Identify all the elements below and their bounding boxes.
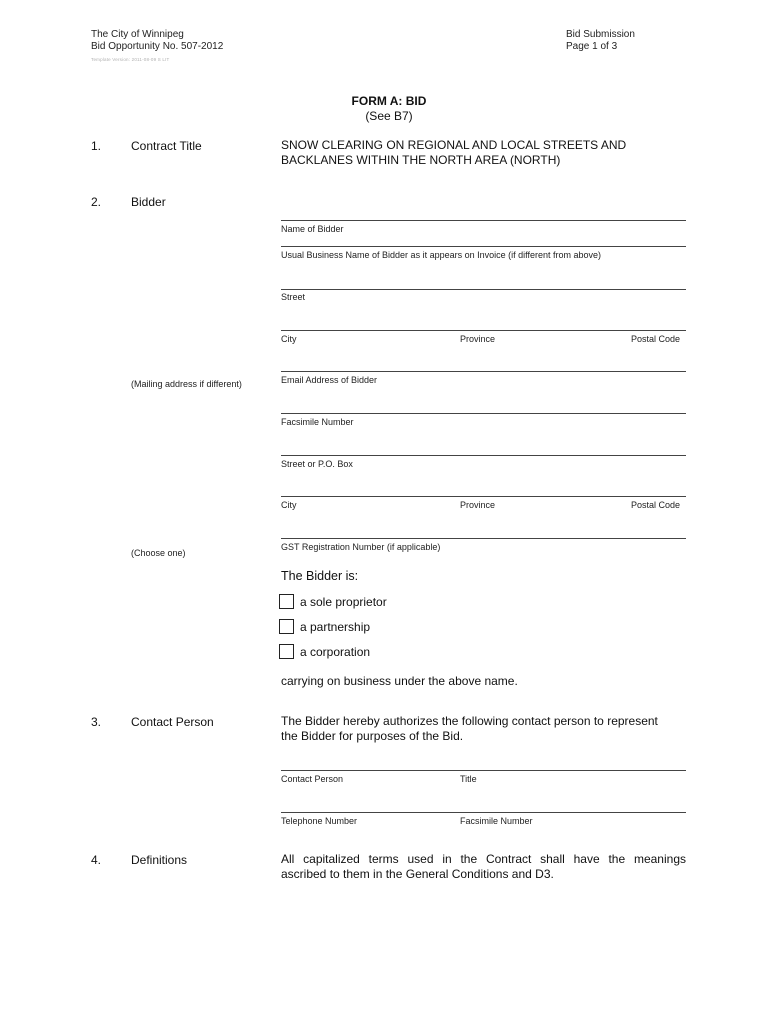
section-2-label: Bidder xyxy=(131,195,166,209)
name-of-bidder-caption: Name of Bidder xyxy=(281,224,344,234)
usual-business-name-line[interactable] xyxy=(281,246,686,247)
usual-business-name-caption: Usual Business Name of Bidder as it appears on Invoice (if different from above) xyxy=(281,250,601,260)
sole-proprietor-label: a sole proprietor xyxy=(300,594,387,609)
section-1-number: 1. xyxy=(91,139,102,153)
contract-title-line-2: BACKLANES WITHIN THE NORTH AREA (NORTH) xyxy=(281,153,561,167)
city-province-postal-line-2[interactable] xyxy=(281,496,686,497)
city-caption: City xyxy=(281,334,297,344)
telephone-facsimile-line[interactable] xyxy=(281,812,686,813)
gst-caption: GST Registration Number (if applicable) xyxy=(281,542,441,552)
corporation-checkbox[interactable] xyxy=(279,644,294,659)
bidder-is-label: The Bidder is: xyxy=(281,569,359,583)
postal-code-caption: Postal Code xyxy=(631,334,681,344)
street-line[interactable] xyxy=(281,289,686,290)
postal-code-caption-2: Postal Code xyxy=(631,500,681,510)
contract-title-line-1: SNOW CLEARING ON REGIONAL AND LOCAL STREETS AND xyxy=(281,138,627,152)
facsimile-caption: Facsimile Number xyxy=(281,417,354,427)
contact-person-text-line-1: The Bidder hereby authorizes the following contact person to represent xyxy=(281,714,658,728)
section-4-label: Definitions xyxy=(131,853,188,867)
option-corporation[interactable] xyxy=(279,644,370,659)
contact-person-text-line-2: the Bidder for purposes of the Bid. xyxy=(281,729,464,743)
header-left xyxy=(91,29,223,53)
city-caption-2: City xyxy=(281,500,297,510)
email-line[interactable] xyxy=(281,371,686,372)
mailing-address-note: (Mailing address if different) xyxy=(131,379,242,389)
section-2-number: 2. xyxy=(91,195,102,209)
section-1-label: Contract Title xyxy=(131,139,202,153)
contract-title-text xyxy=(281,138,626,168)
partnership-label: a partnership xyxy=(300,619,371,634)
gst-line[interactable] xyxy=(281,538,686,539)
province-caption: Province xyxy=(460,334,496,344)
form-title: FORM A: BID xyxy=(351,94,427,108)
corporation-label: a corporation xyxy=(300,644,371,659)
street-po-line[interactable] xyxy=(281,455,686,456)
contact-facsimile-caption: Facsimile Number xyxy=(460,816,533,826)
title-caption: Title xyxy=(460,774,477,784)
option-sole-proprietor[interactable] xyxy=(279,594,387,609)
definitions-text-line-1: All capitalized terms used in the Contract shall have the meanings xyxy=(281,852,686,866)
name-of-bidder-line[interactable] xyxy=(281,220,686,221)
province-caption-2: Province xyxy=(460,500,496,510)
definitions-text xyxy=(281,852,686,882)
form-subtitle: (See B7) xyxy=(365,109,413,123)
definitions-text-line-2: ascribed to them in the General Conditions and D3. xyxy=(281,867,554,881)
partnership-checkbox[interactable] xyxy=(279,619,294,634)
choose-one-note: (Choose one) xyxy=(131,548,186,558)
facsimile-line[interactable] xyxy=(281,413,686,414)
header-bid-submission: Bid Submission xyxy=(566,29,635,40)
section-3-number: 3. xyxy=(91,715,102,729)
street-caption: Street xyxy=(281,292,306,302)
header-city: The City of Winnipeg xyxy=(91,29,184,40)
contact-person-line[interactable] xyxy=(281,770,686,771)
email-caption: Email Address of Bidder xyxy=(281,375,378,385)
header-page-number: Page 1 of 3 xyxy=(566,41,618,52)
street-po-caption: Street or P.O. Box xyxy=(281,459,353,469)
template-version: Template Version: 2011-08-09 S LIT xyxy=(91,57,170,62)
carrying-on-business-text: carrying on business under the above name. xyxy=(281,674,518,688)
sole-proprietor-checkbox[interactable] xyxy=(279,594,294,609)
header-right xyxy=(566,29,635,53)
option-partnership[interactable] xyxy=(279,619,370,634)
section-4-number: 4. xyxy=(91,853,102,867)
contact-person-text xyxy=(281,714,686,744)
header-bid-opportunity: Bid Opportunity No. 507-2012 xyxy=(91,41,224,52)
contact-person-caption: Contact Person xyxy=(281,774,344,784)
section-3-label: Contact Person xyxy=(131,715,214,729)
city-province-postal-line[interactable] xyxy=(281,330,686,331)
telephone-caption: Telephone Number xyxy=(281,816,358,826)
